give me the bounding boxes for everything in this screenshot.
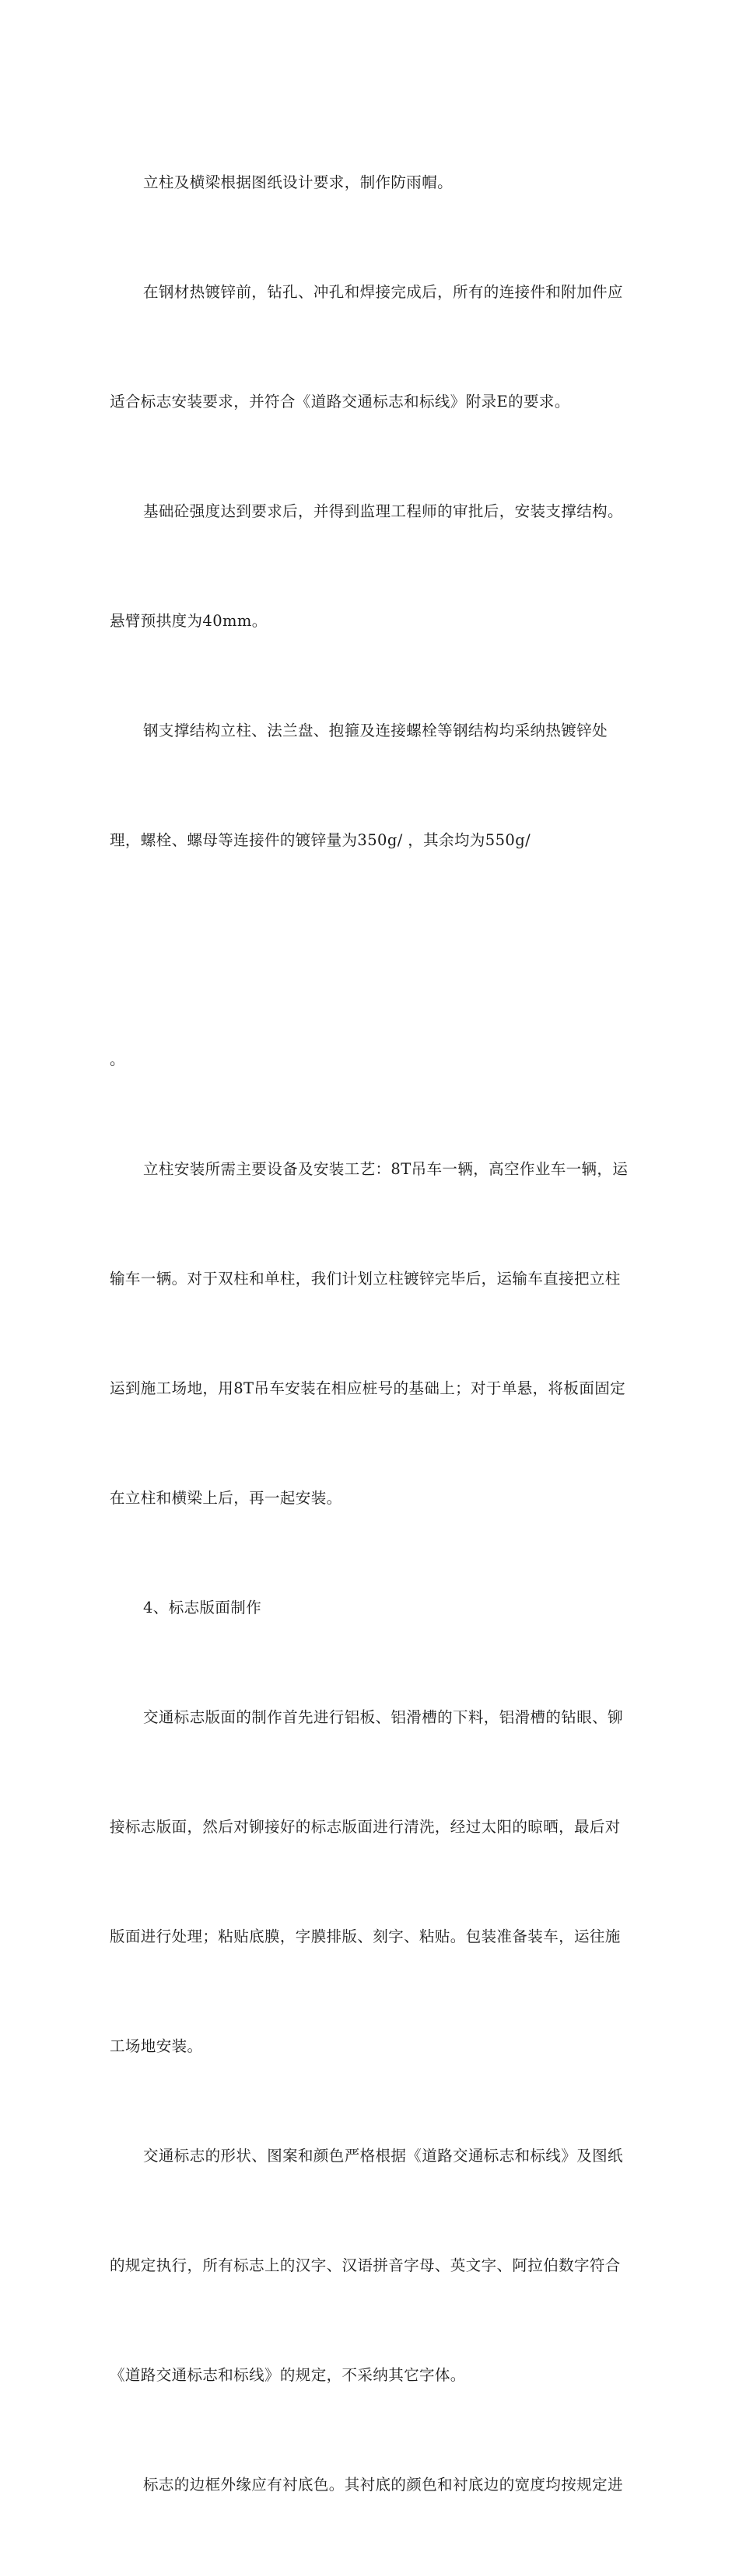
text-line: 基础砼强度达到要求后，并得到监理工程师的审批后，安装支撑结构。 <box>143 502 623 520</box>
text-line: 悬臂预拱度为40mm。 <box>110 612 268 630</box>
text-line: 。 <box>110 1050 125 1068</box>
section-heading: 4、标志版面制作 <box>143 1599 262 1617</box>
text-line: 钢支撑结构立柱、法兰盘、抱箍及连接螺栓等钢结构均采纳热镀锌处 <box>143 722 608 739</box>
text-line: 的规定执行，所有标志上的汉字、汉语拼音字母、英文字、阿拉伯数字符合 <box>110 2256 621 2274</box>
text-line: 立柱及横梁根据图纸设计要求，制作防雨帽。 <box>143 173 454 191</box>
text-line: 在立柱和横梁上后，再一起安装。 <box>110 1489 342 1507</box>
text-line: 适合标志安装要求，并符合《道路交通标志和标线》附录E的要求。 <box>110 393 570 411</box>
text-line: 接标志版面，然后对铆接好的标志版面进行清洗，经过太阳的晾晒，最后对 <box>110 1818 621 1836</box>
text-line: 交通标志版面的制作首先进行铝板、铝滑槽的下料，铝滑槽的钻眼、铆 <box>143 1708 623 1726</box>
body-text <box>110 91 643 2576</box>
text-line: 《道路交通标志和标线》的规定，不采纳其它字体。 <box>110 2366 466 2384</box>
text-line: 运到施工场地，用8T吊车安装在相应桩号的基础上；对于单悬，将板面固定 <box>110 1379 626 1397</box>
text-line: 版面进行处理；粘贴底膜，字膜排版、刻字、粘贴。包装准备装车，运往施 <box>110 1928 621 1945</box>
text-line: 交通标志的形状、图案和颜色严格根据《道路交通标志和标线》及图纸 <box>143 2147 623 2165</box>
text-line: 工场地安装。 <box>110 2037 203 2055</box>
text-line: 立柱安装所需主要设备及安装工艺：8T吊车一辆，高空作业车一辆，运 <box>143 1160 629 1178</box>
text-line: 标志的边框外缘应有衬底色。其衬底的颜色和衬底边的宽度均按规定进 <box>143 2476 623 2494</box>
text-line: 理，螺栓、螺母等连接件的镀锌量为350g/ ，其余均为550g/ <box>110 831 531 849</box>
blank-line <box>110 931 643 968</box>
text-line: 在钢材热镀锌前，钻孔、冲孔和焊接完成后，所有的连接件和附加件应 <box>143 283 623 301</box>
text-line: 输车一辆。对于双柱和单柱，我们计划立柱镀锌完毕后，运输车直接把立柱 <box>110 1270 621 1288</box>
